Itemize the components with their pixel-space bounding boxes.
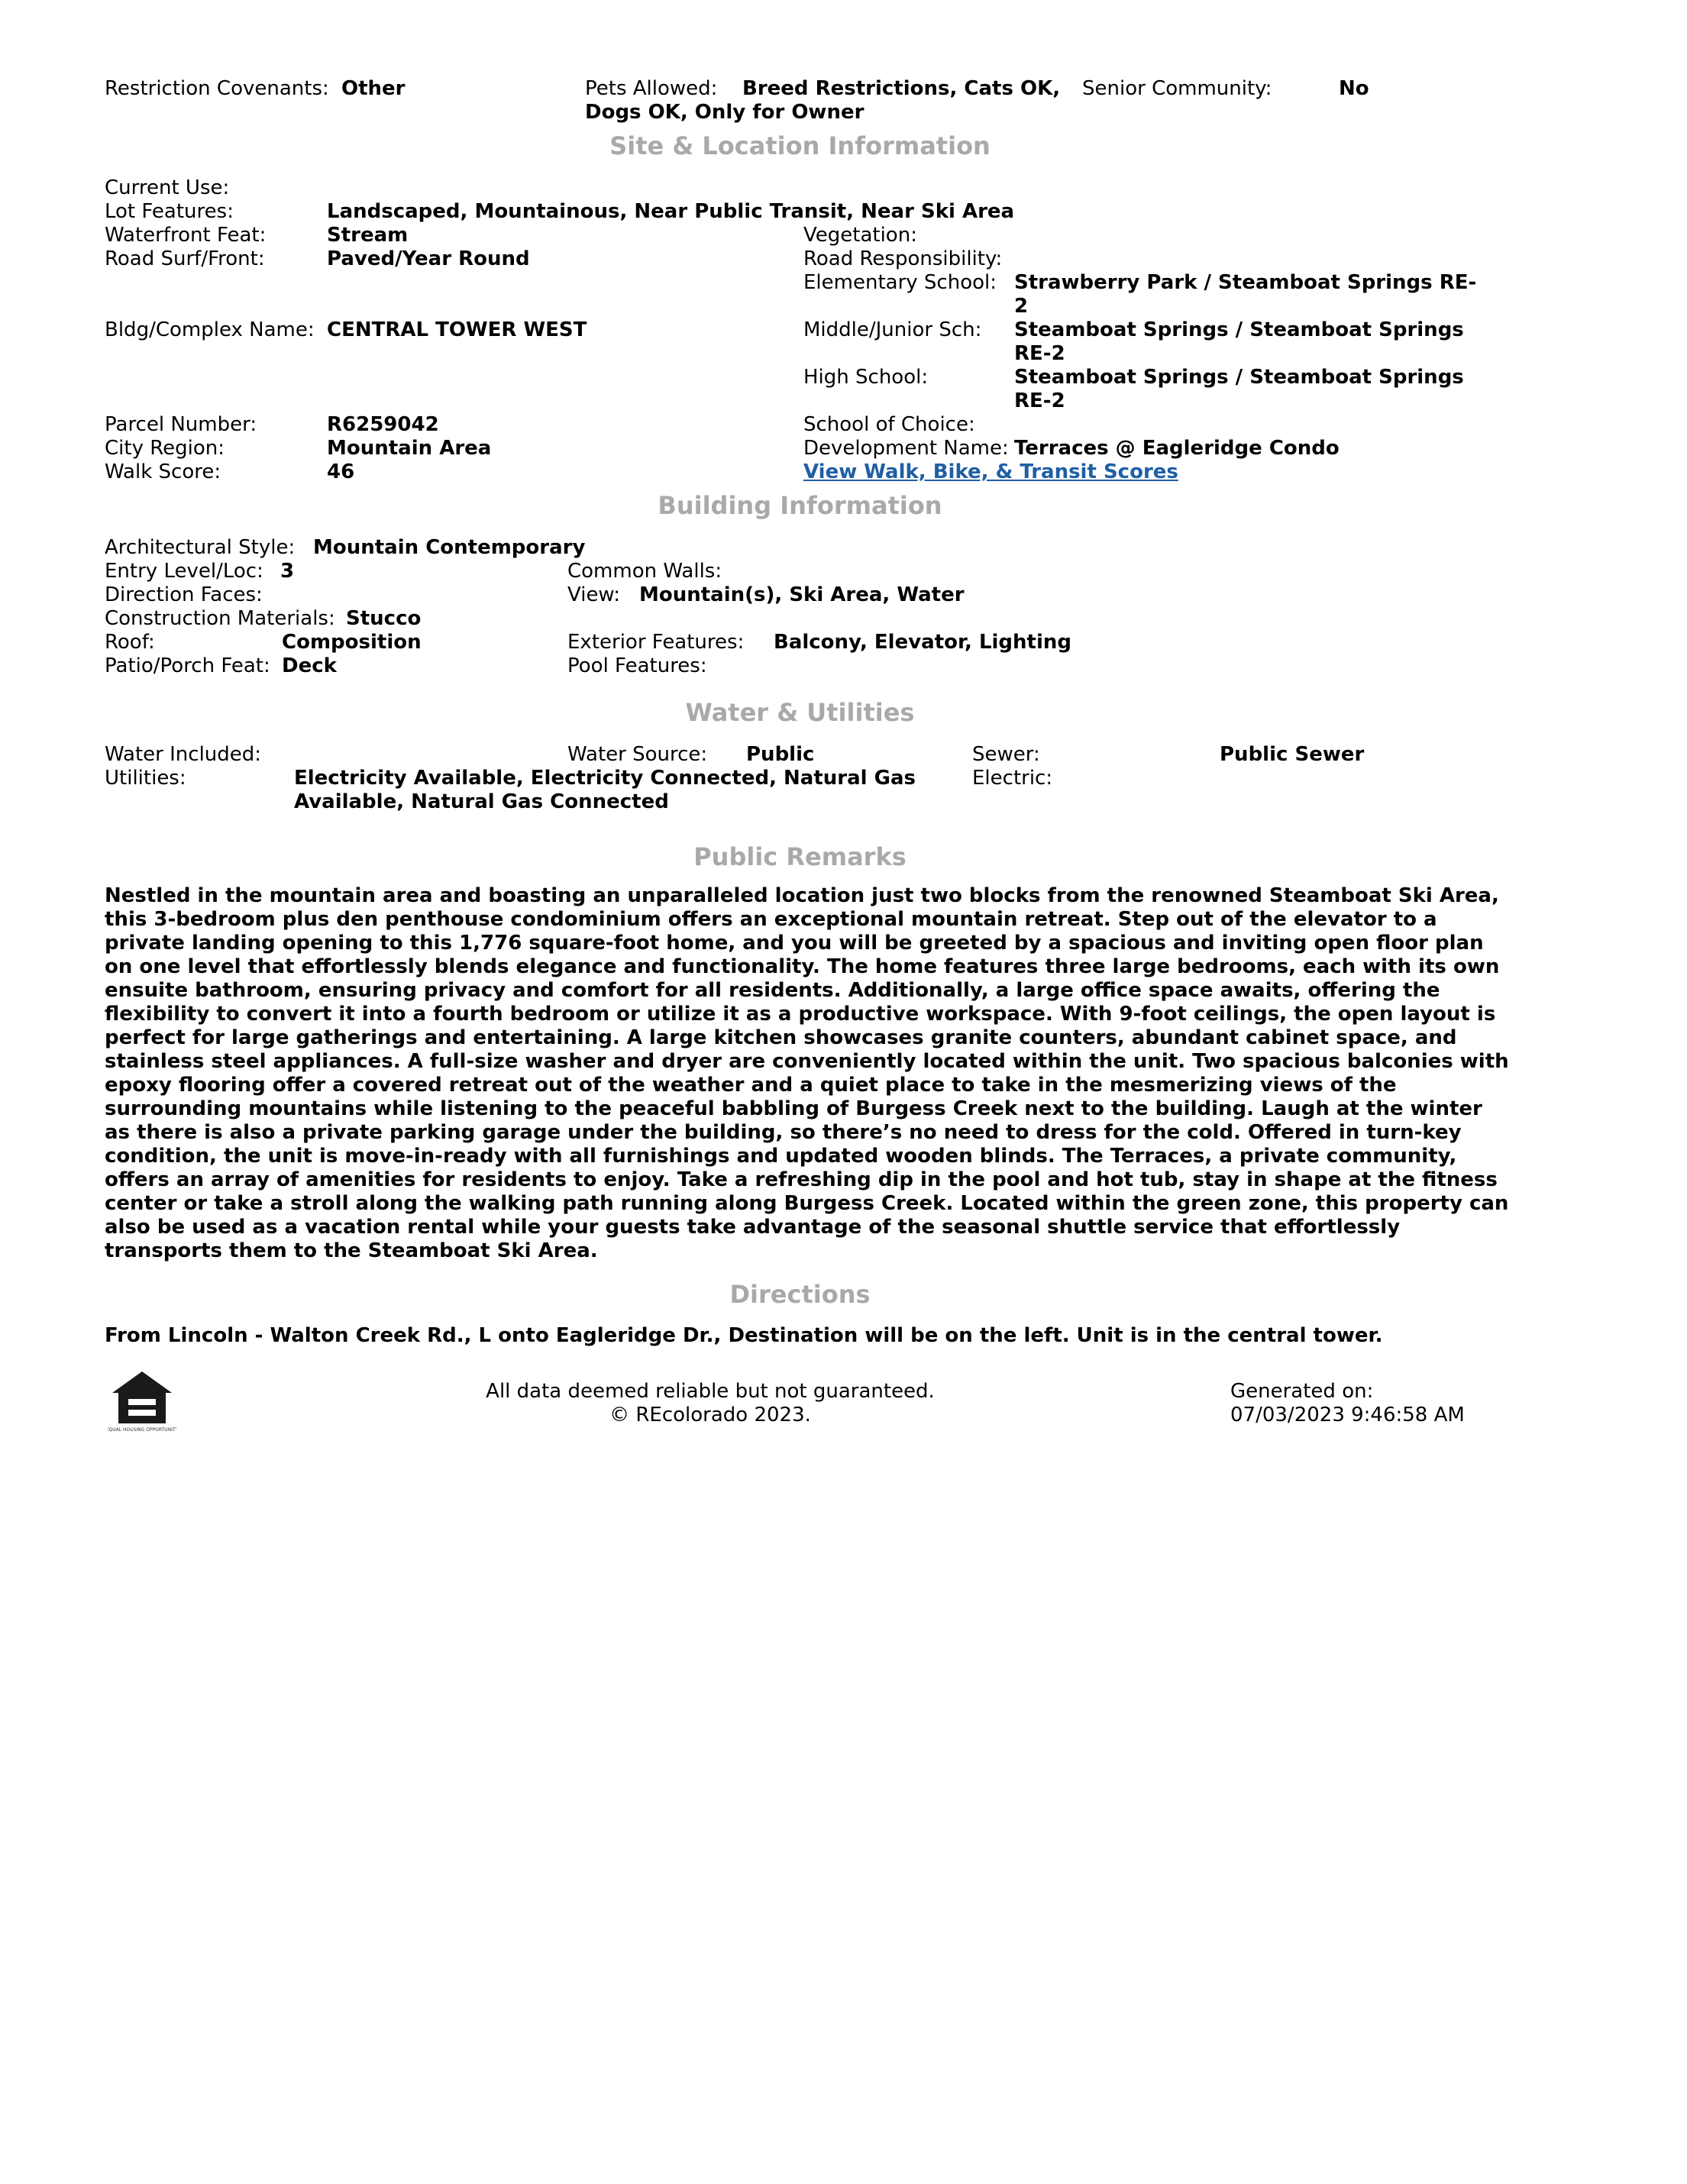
high-school-value: Steamboat Springs / Steamboat Springs bbox=[1014, 366, 1464, 389]
arch-style-value: Mountain Contemporary bbox=[313, 536, 586, 559]
equal-housing-logo bbox=[108, 1367, 176, 1440]
waterfront-label: Waterfront Feat: bbox=[105, 224, 267, 247]
middle-school-value-cont: RE-2 bbox=[1014, 342, 1065, 365]
road-surf-label: Road Surf/Front: bbox=[105, 247, 265, 270]
development-name-value: Terraces @ Eagleridge Condo bbox=[1014, 437, 1340, 460]
utilities-label: Utilities: bbox=[105, 767, 186, 790]
electric-label: Electric: bbox=[972, 767, 1053, 790]
water-included-label: Water Included: bbox=[105, 743, 262, 766]
patio-value: Deck bbox=[282, 654, 337, 677]
elementary-school-label: Elementary School: bbox=[803, 271, 997, 294]
senior-community-label: Senior Community: bbox=[1082, 77, 1272, 100]
utilities-value-cont: Available, Natural Gas Connected bbox=[294, 790, 669, 813]
senior-community-value: No bbox=[1339, 77, 1369, 100]
water-utilities-heading: Water & Utilities bbox=[685, 698, 915, 727]
water-source-label: Water Source: bbox=[567, 743, 708, 766]
pets-allowed-value: Breed Restrictions, Cats OK, bbox=[742, 77, 1061, 100]
direction-faces-label: Direction Faces: bbox=[105, 583, 263, 606]
exterior-features-label: Exterior Features: bbox=[567, 631, 745, 654]
building-info-heading: Building Information bbox=[658, 491, 942, 520]
roof-value: Composition bbox=[282, 631, 422, 654]
view-label: View: bbox=[567, 583, 621, 606]
walk-scores-link[interactable]: View Walk, Bike, & Transit Scores bbox=[803, 460, 1178, 483]
construction-label: Construction Materials: bbox=[105, 607, 335, 630]
entry-level-label: Entry Level/Loc: bbox=[105, 560, 263, 583]
development-name-label: Development Name: bbox=[803, 437, 1009, 460]
bldg-complex-value: CENTRAL TOWER WEST bbox=[327, 318, 587, 341]
generated-value: 07/03/2023 9:46:58 AM bbox=[1230, 1404, 1465, 1426]
disclaimer-line-2: © REcolorado 2023. bbox=[609, 1404, 811, 1426]
elementary-school-value: Strawberry Park / Steamboat Springs RE- bbox=[1014, 271, 1477, 294]
lot-features-label: Lot Features: bbox=[105, 200, 234, 223]
road-responsibility-label: Road Responsibility: bbox=[803, 247, 1003, 270]
patio-label: Patio/Porch Feat: bbox=[105, 654, 270, 677]
disclaimer bbox=[428, 1380, 993, 1427]
walk-score-value: 46 bbox=[327, 460, 355, 483]
pets-allowed-label: Pets Allowed: bbox=[585, 77, 718, 100]
current-use-label: Current Use: bbox=[105, 176, 230, 199]
pool-features-label: Pool Features: bbox=[567, 654, 707, 677]
roof-label: Roof: bbox=[105, 631, 155, 654]
construction-value: Stucco bbox=[346, 607, 422, 630]
walk-score-label: Walk Score: bbox=[105, 460, 221, 483]
restriction-covenants-label: Restriction Covenants: bbox=[105, 77, 329, 100]
equal-housing-icon bbox=[108, 1367, 176, 1440]
restriction-covenants-value: Other bbox=[341, 77, 406, 100]
view-value: Mountain(s), Ski Area, Water bbox=[639, 583, 965, 606]
entry-level-value: 3 bbox=[280, 560, 295, 583]
middle-school-value: Steamboat Springs / Steamboat Springs bbox=[1014, 318, 1464, 341]
middle-school-label: Middle/Junior Sch: bbox=[803, 318, 982, 341]
directions-text: From Lincoln - Walton Creek Rd., L onto Eagleridge Dr., Destination will be on the left. Unit is in the central tower. bbox=[105, 1324, 1383, 1347]
generated-label: Generated on: bbox=[1230, 1380, 1374, 1403]
high-school-label: High School: bbox=[803, 366, 929, 389]
sewer-label: Sewer: bbox=[972, 743, 1040, 766]
waterfront-value: Stream bbox=[327, 224, 409, 247]
directions-heading: Directions bbox=[729, 1280, 871, 1309]
road-surf-value: Paved/Year Round bbox=[327, 247, 530, 270]
elementary-school-value-cont: 2 bbox=[1014, 295, 1029, 318]
exterior-features-value: Balcony, Elevator, Lighting bbox=[774, 631, 1071, 654]
city-region-value: Mountain Area bbox=[327, 437, 492, 460]
public-remarks-heading: Public Remarks bbox=[693, 842, 907, 871]
common-walls-label: Common Walls: bbox=[567, 560, 722, 583]
high-school-value-cont: RE-2 bbox=[1014, 389, 1065, 412]
arch-style-label: Architectural Style: bbox=[105, 536, 296, 559]
vegetation-label: Vegetation: bbox=[803, 224, 917, 247]
lot-features-value: Landscaped, Mountainous, Near Public Transit, Near Ski Area bbox=[327, 200, 1015, 223]
parcel-number-label: Parcel Number: bbox=[105, 413, 257, 436]
disclaimer-line-1: All data deemed reliable but not guaranteed. bbox=[486, 1380, 935, 1403]
public-remarks-text: Nestled in the mountain area and boasting an unparalleled location just two blocks from the renowned Steamboat Ski Area, this 3-bedroom plus den penthouse condominium offers an exceptional mountain retreat. Step out of the elevator to a private landing opening to this 1,776 square-foot home, and you will be greeted by a spacious and inviting open floor plan on one level that effortlessly blends elegance and functionality. The home features three large bedrooms, each with its own ensuite bathroom, ensuring privacy and comfort for all residents. Additionally, a large office space awaits, offering the flexibility to convert it into a fourth bedroom or utilize it as a productive workspace. With 9-foot ceilings, the open layout is perfect for large gatherings and entertaining. A large kitchen showcases granite counters, abundant cabinet space, and stainless steel appliances. A full-size washer and dryer are conveniently located within the unit. Two spacious balconies with epoxy flooring offer a covered retreat out of the weather and a quiet place to take in the mesmerizing views of the surrounding mountains while listening to the peaceful babbling of Burgess Creek next to the building. Laugh at the winter as there is also a private parking garage under the building, so there’s no need to dress for the cold. Offered in turn-key condition, the unit is move-in-ready with all furnishings and updated wooden blinds. The Terraces, a private community, offers an array of amenities for residents to enjoy. Take a refreshing dip in the pool and hot tub, stay in shape at the fitness center or take a stroll along the walking path running along Burgess Creek. Located within the green zone, this property can also be used as a vacation rental while your guests take advantage of the seasonal shuttle service that effortlessly transports them to the Steamboat Ski Area. bbox=[105, 884, 1509, 1262]
water-source-value: Public bbox=[746, 743, 815, 766]
parcel-number-value: R6259042 bbox=[327, 413, 439, 436]
logo-text: EQUAL HOUSING OPPORTUNITY bbox=[108, 1427, 176, 1433]
pets-allowed-value-cont: Dogs OK, Only for Owner bbox=[585, 101, 865, 124]
city-region-label: City Region: bbox=[105, 437, 225, 460]
school-of-choice-label: School of Choice: bbox=[803, 413, 975, 436]
utilities-value: Electricity Available, Electricity Connected, Natural Gas bbox=[294, 767, 916, 790]
bldg-complex-label: Bldg/Complex Name: bbox=[105, 318, 315, 341]
sewer-value: Public Sewer bbox=[1220, 743, 1365, 766]
site-location-heading: Site & Location Information bbox=[609, 131, 991, 160]
